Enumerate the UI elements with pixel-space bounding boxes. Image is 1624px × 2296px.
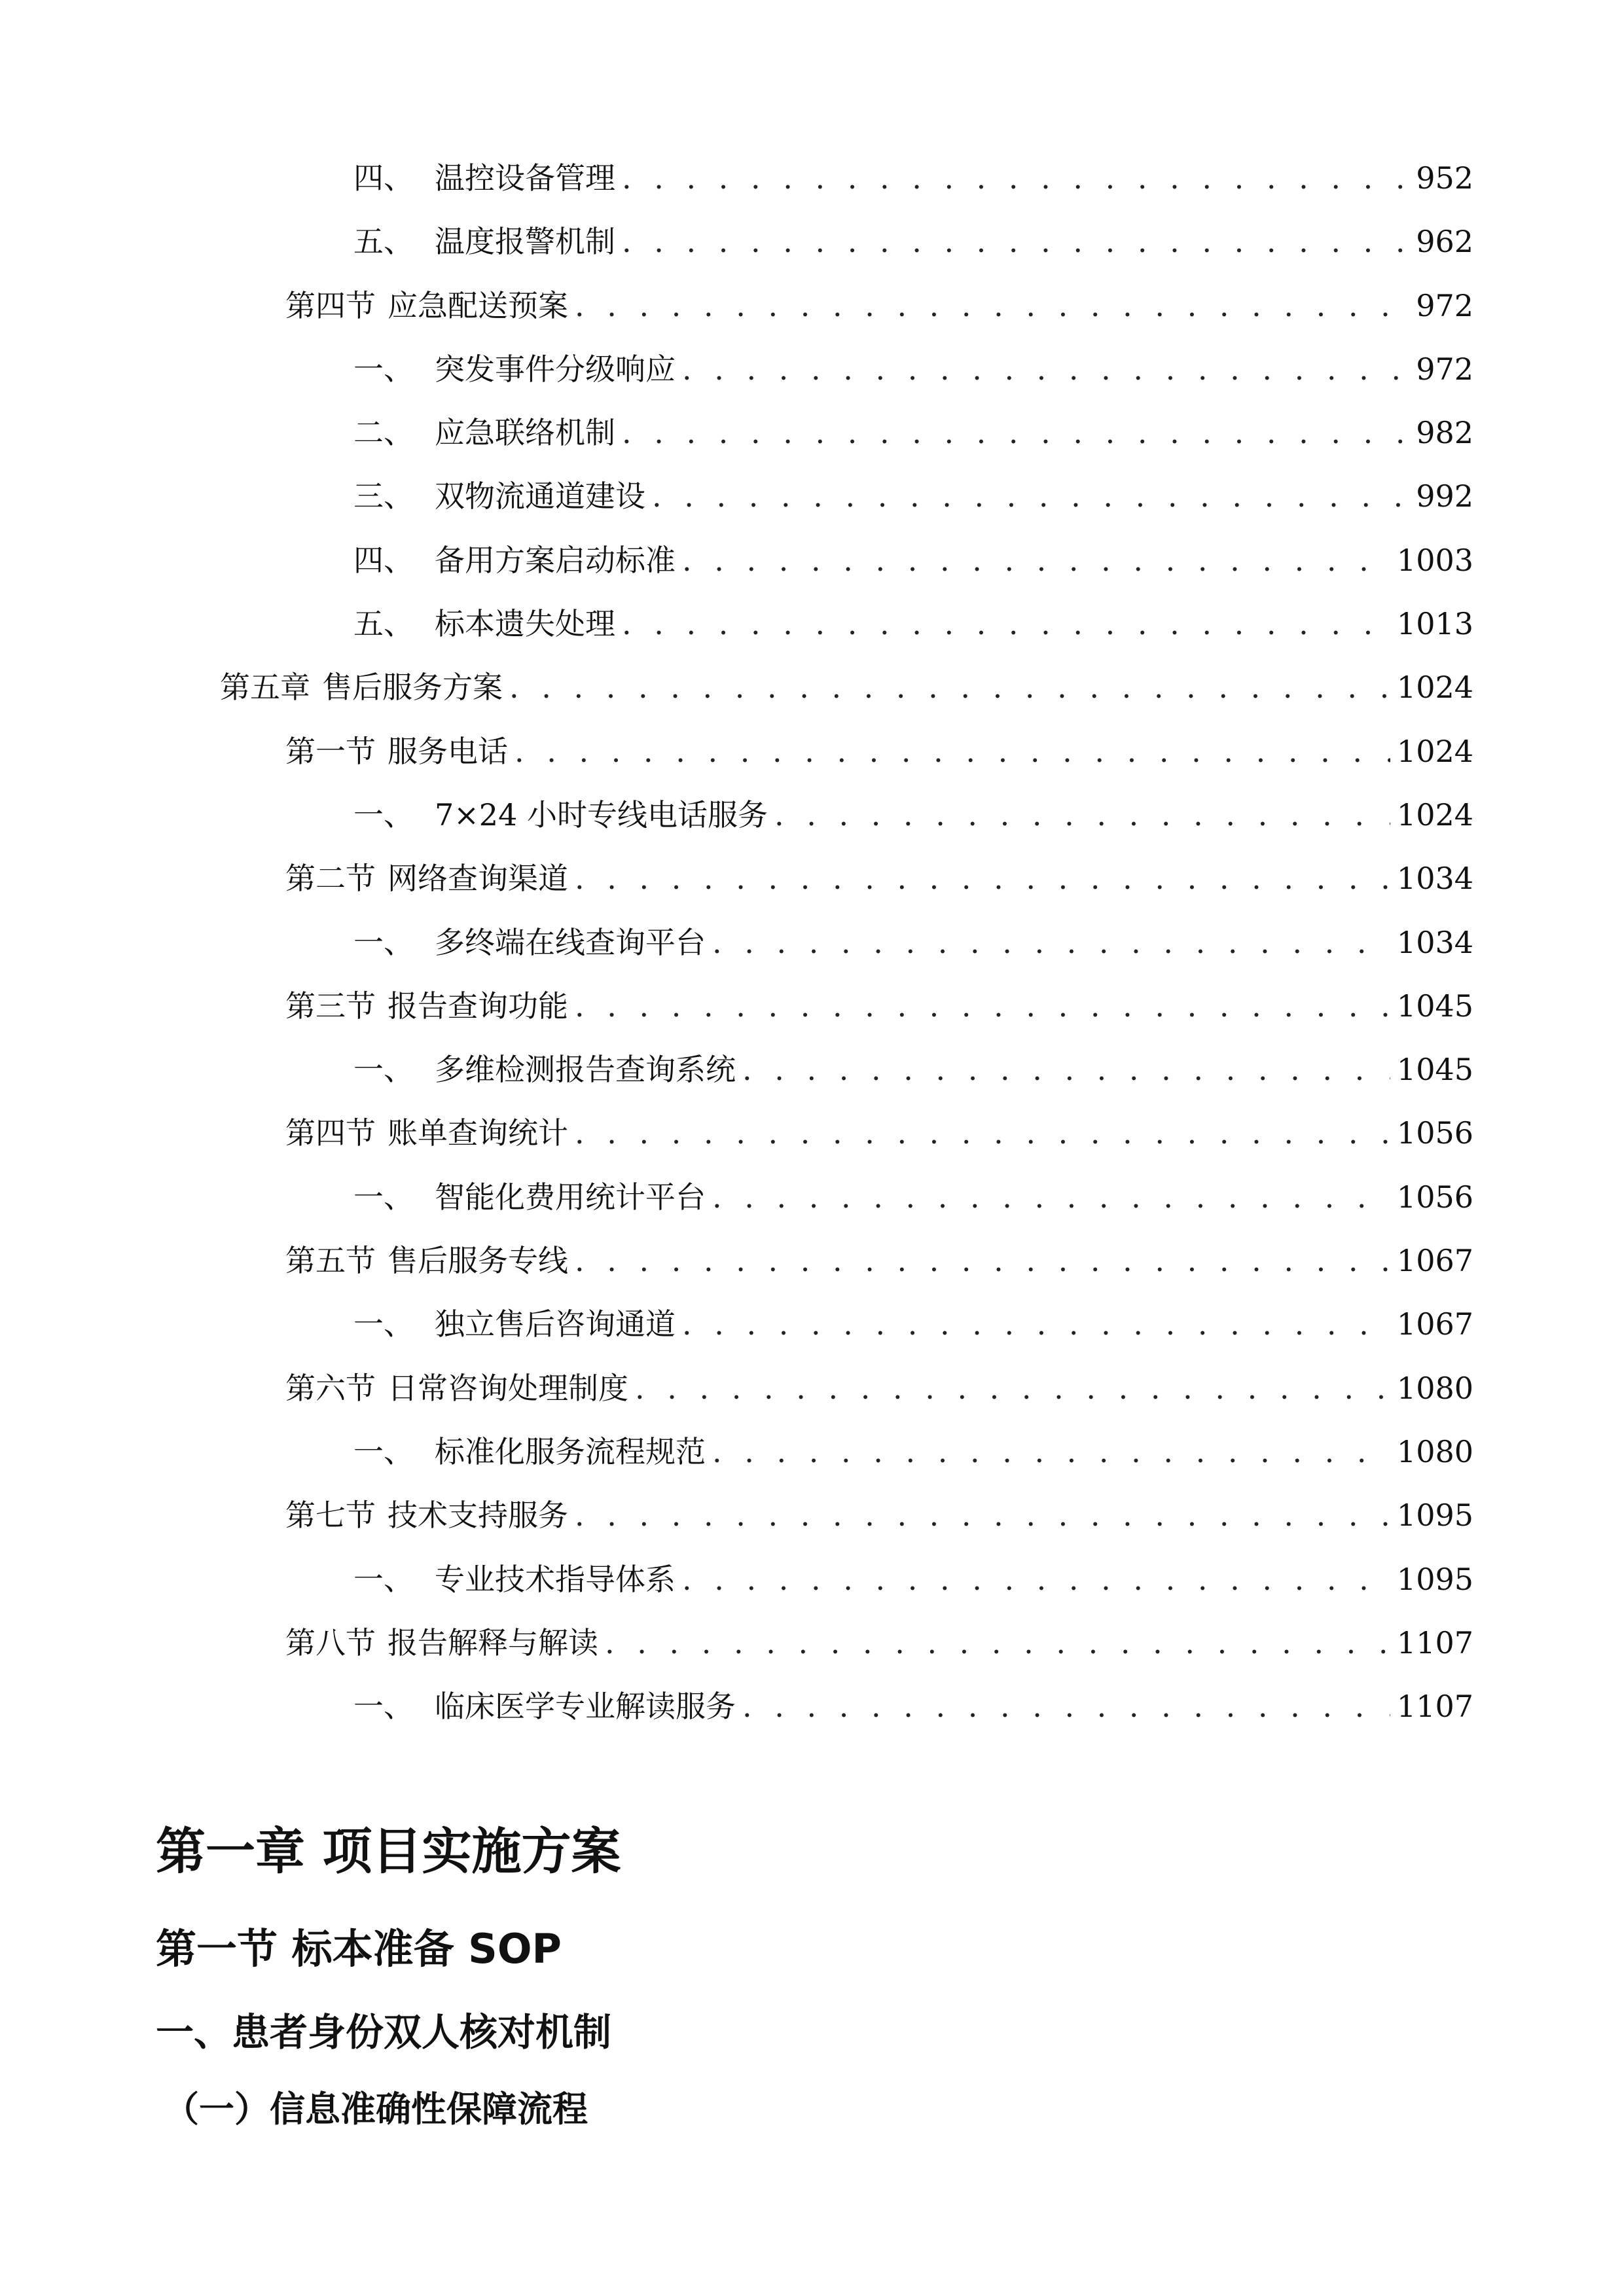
- toc-entry-title: 多终端在线查询平台: [435, 924, 706, 960]
- toc-entry-title: 售后服务方案: [322, 670, 503, 706]
- toc-entry-number: 一、: [353, 797, 414, 833]
- toc-entry-page-number: 1080: [1396, 1433, 1473, 1469]
- toc-entry[interactable]: [0, 656, 1624, 719]
- toc-entry-number: 一、: [353, 351, 414, 387]
- toc-entry[interactable]: [0, 1484, 1624, 1547]
- toc-dot-leader: [652, 476, 1408, 516]
- toc-entry-title: 智能化费用统计平台: [435, 1179, 706, 1215]
- toc-dot-leader: [509, 668, 1390, 707]
- toc-entry-page-number: 1067: [1396, 1306, 1473, 1342]
- toc-entry-number: 第五章: [220, 670, 310, 706]
- toc-entry-number: 四、: [353, 542, 414, 578]
- toc-entry-page-number: 992: [1416, 478, 1473, 514]
- toc-entry-title: 独立售后咨询通道: [435, 1306, 676, 1342]
- toc-entry-number: 一、: [353, 1179, 414, 1215]
- chapter-heading: 第一章 项目实施方案: [156, 1822, 621, 1880]
- toc-entry-title: 标本遗失处理: [435, 606, 615, 642]
- toc-entry-title: 多维检测报告查询系统: [435, 1052, 736, 1088]
- toc-entry-page-number: 1095: [1396, 1498, 1473, 1534]
- toc-entry-page-number: 1107: [1396, 1689, 1473, 1725]
- toc-entry[interactable]: [0, 1420, 1624, 1484]
- toc-dot-leader: [712, 923, 1390, 962]
- toc-entry[interactable]: [0, 338, 1624, 401]
- toc-entry-number: 一、: [353, 1052, 414, 1088]
- toc-entry-page-number: 972: [1416, 287, 1473, 323]
- toc-dot-leader: [605, 1623, 1390, 1662]
- toc-entry-number: 第三节: [285, 988, 376, 1024]
- toc-entry-title: 应急配送预案: [388, 287, 568, 323]
- toc-entry-title: 网络查询渠道: [388, 861, 568, 897]
- toc-entry-number: 四、: [353, 160, 414, 196]
- toc-dot-leader: [635, 1369, 1390, 1408]
- section-heading: 第一节 标本准备 SOP: [156, 1925, 562, 1973]
- toc-dot-leader: [622, 158, 1408, 198]
- toc-entry-title: 日常咨询处理制度: [388, 1370, 628, 1406]
- toc-dot-leader: [575, 1496, 1390, 1535]
- toc-entry[interactable]: [0, 1229, 1624, 1293]
- toc-entry-page-number: 982: [1416, 415, 1473, 451]
- toc-entry-page-number: 1034: [1396, 861, 1473, 897]
- toc-entry[interactable]: [0, 401, 1624, 465]
- toc-entry-title: 7×24 小时专线电话服务: [435, 797, 768, 833]
- toc-entry[interactable]: [0, 274, 1624, 338]
- toc-entry-page-number: 1080: [1396, 1370, 1473, 1406]
- toc-dot-leader: [742, 1687, 1390, 1726]
- table-of-contents: [0, 147, 1624, 1738]
- toc-dot-leader: [712, 1177, 1390, 1217]
- toc-entry[interactable]: [0, 210, 1624, 274]
- toc-dot-leader: [622, 413, 1408, 452]
- toc-entry[interactable]: [0, 911, 1624, 975]
- toc-entry-number: 第五节: [285, 1243, 376, 1279]
- toc-entry-page-number: 1013: [1396, 606, 1473, 642]
- toc-entry-title: 突发事件分级响应: [435, 351, 676, 387]
- toc-dot-leader: [622, 222, 1408, 261]
- toc-entry-number: 五、: [353, 606, 414, 642]
- toc-entry[interactable]: [0, 147, 1624, 210]
- toc-entry-title: 服务电话: [388, 733, 508, 769]
- toc-entry-number: 五、: [353, 224, 414, 260]
- toc-entry[interactable]: [0, 783, 1624, 847]
- toc-dot-leader: [622, 604, 1390, 643]
- toc-entry-page-number: 1024: [1396, 797, 1473, 833]
- toc-entry-number: 第八节: [285, 1624, 376, 1660]
- toc-entry-page-number: 1003: [1396, 542, 1473, 578]
- toc-entry[interactable]: [0, 1357, 1624, 1420]
- toc-dot-leader: [682, 541, 1390, 580]
- toc-dot-leader: [712, 1432, 1390, 1471]
- toc-entry-page-number: 1107: [1396, 1624, 1473, 1660]
- toc-entry-page-number: 1024: [1396, 670, 1473, 706]
- toc-dot-leader: [682, 350, 1408, 389]
- toc-entry-page-number: 1056: [1396, 1115, 1473, 1151]
- toc-entry[interactable]: [0, 592, 1624, 656]
- toc-dot-leader: [575, 859, 1390, 898]
- toc-dot-leader: [575, 1113, 1390, 1153]
- toc-entry-title: 临床医学专业解读服务: [435, 1689, 736, 1725]
- toc-entry-number: 第四节: [285, 287, 376, 323]
- toc-entry-number: 第二节: [285, 861, 376, 897]
- toc-entry-number: 一、: [353, 1689, 414, 1725]
- toc-entry-title: 应急联络机制: [435, 415, 615, 451]
- toc-entry-title: 双物流通道建设: [435, 478, 645, 514]
- toc-entry-title: 报告解释与解读: [388, 1624, 598, 1660]
- toc-entry-page-number: 1095: [1396, 1561, 1473, 1597]
- toc-dot-leader: [774, 795, 1390, 834]
- toc-entry-number: 一、: [353, 1306, 414, 1342]
- toc-entry[interactable]: [0, 1166, 1624, 1229]
- toc-entry-title: 报告查询功能: [388, 988, 568, 1024]
- toc-entry-number: 三、: [353, 478, 414, 514]
- toc-entry-number: 一、: [353, 924, 414, 960]
- toc-entry-title: 备用方案启动标准: [435, 542, 676, 578]
- toc-entry-title: 温度报警机制: [435, 224, 615, 260]
- toc-entry-title: 标准化服务流程规范: [435, 1433, 706, 1469]
- toc-entry-number: 第七节: [285, 1498, 376, 1534]
- toc-entry-page-number: 952: [1416, 160, 1473, 196]
- toc-dot-leader: [682, 1560, 1390, 1599]
- toc-entry-title: 技术支持服务: [388, 1498, 568, 1534]
- toc-entry-title: 账单查询统计: [388, 1115, 568, 1151]
- toc-entry[interactable]: [0, 720, 1624, 783]
- toc-dot-leader: [514, 732, 1390, 771]
- toc-dot-leader: [682, 1304, 1390, 1344]
- toc-entry[interactable]: [0, 847, 1624, 910]
- toc-entry-title: 售后服务专线: [388, 1243, 568, 1279]
- subsection-heading: 一、患者身份双人核对机制: [156, 2010, 612, 2054]
- toc-dot-leader: [575, 986, 1390, 1026]
- toc-entry[interactable]: [0, 1548, 1624, 1611]
- toc-entry-page-number: 1045: [1396, 988, 1473, 1024]
- toc-entry-page-number: 1034: [1396, 924, 1473, 960]
- toc-entry-page-number: 1045: [1396, 1052, 1473, 1088]
- toc-entry-title: 专业技术指导体系: [435, 1561, 676, 1597]
- toc-entry[interactable]: [0, 975, 1624, 1038]
- toc-dot-leader: [742, 1050, 1390, 1089]
- toc-entry[interactable]: [0, 1038, 1624, 1102]
- toc-dot-leader: [575, 1241, 1390, 1280]
- toc-entry[interactable]: [0, 529, 1624, 592]
- toc-entry-number: 一、: [353, 1433, 414, 1469]
- toc-entry-page-number: 1067: [1396, 1243, 1473, 1279]
- toc-entry[interactable]: [0, 1611, 1624, 1675]
- toc-entry-number: 第一节: [285, 733, 376, 769]
- toc-entry-page-number: 1056: [1396, 1179, 1473, 1215]
- toc-entry-page-number: 972: [1416, 351, 1473, 387]
- toc-entry-title: 温控设备管理: [435, 160, 615, 196]
- toc-entry-page-number: 962: [1416, 224, 1473, 260]
- toc-entry[interactable]: [0, 1675, 1624, 1738]
- toc-entry-number: 第四节: [285, 1115, 376, 1151]
- subsubsection-heading: （一）信息准确性保障流程: [164, 2089, 588, 2130]
- toc-entry-number: 第六节: [285, 1370, 376, 1406]
- toc-entry-page-number: 1024: [1396, 733, 1473, 769]
- toc-entry-number: 一、: [353, 1561, 414, 1597]
- toc-entry[interactable]: [0, 1102, 1624, 1165]
- toc-entry[interactable]: [0, 465, 1624, 528]
- toc-entry-number: 二、: [353, 415, 414, 451]
- toc-entry[interactable]: [0, 1293, 1624, 1356]
- toc-dot-leader: [575, 286, 1408, 325]
